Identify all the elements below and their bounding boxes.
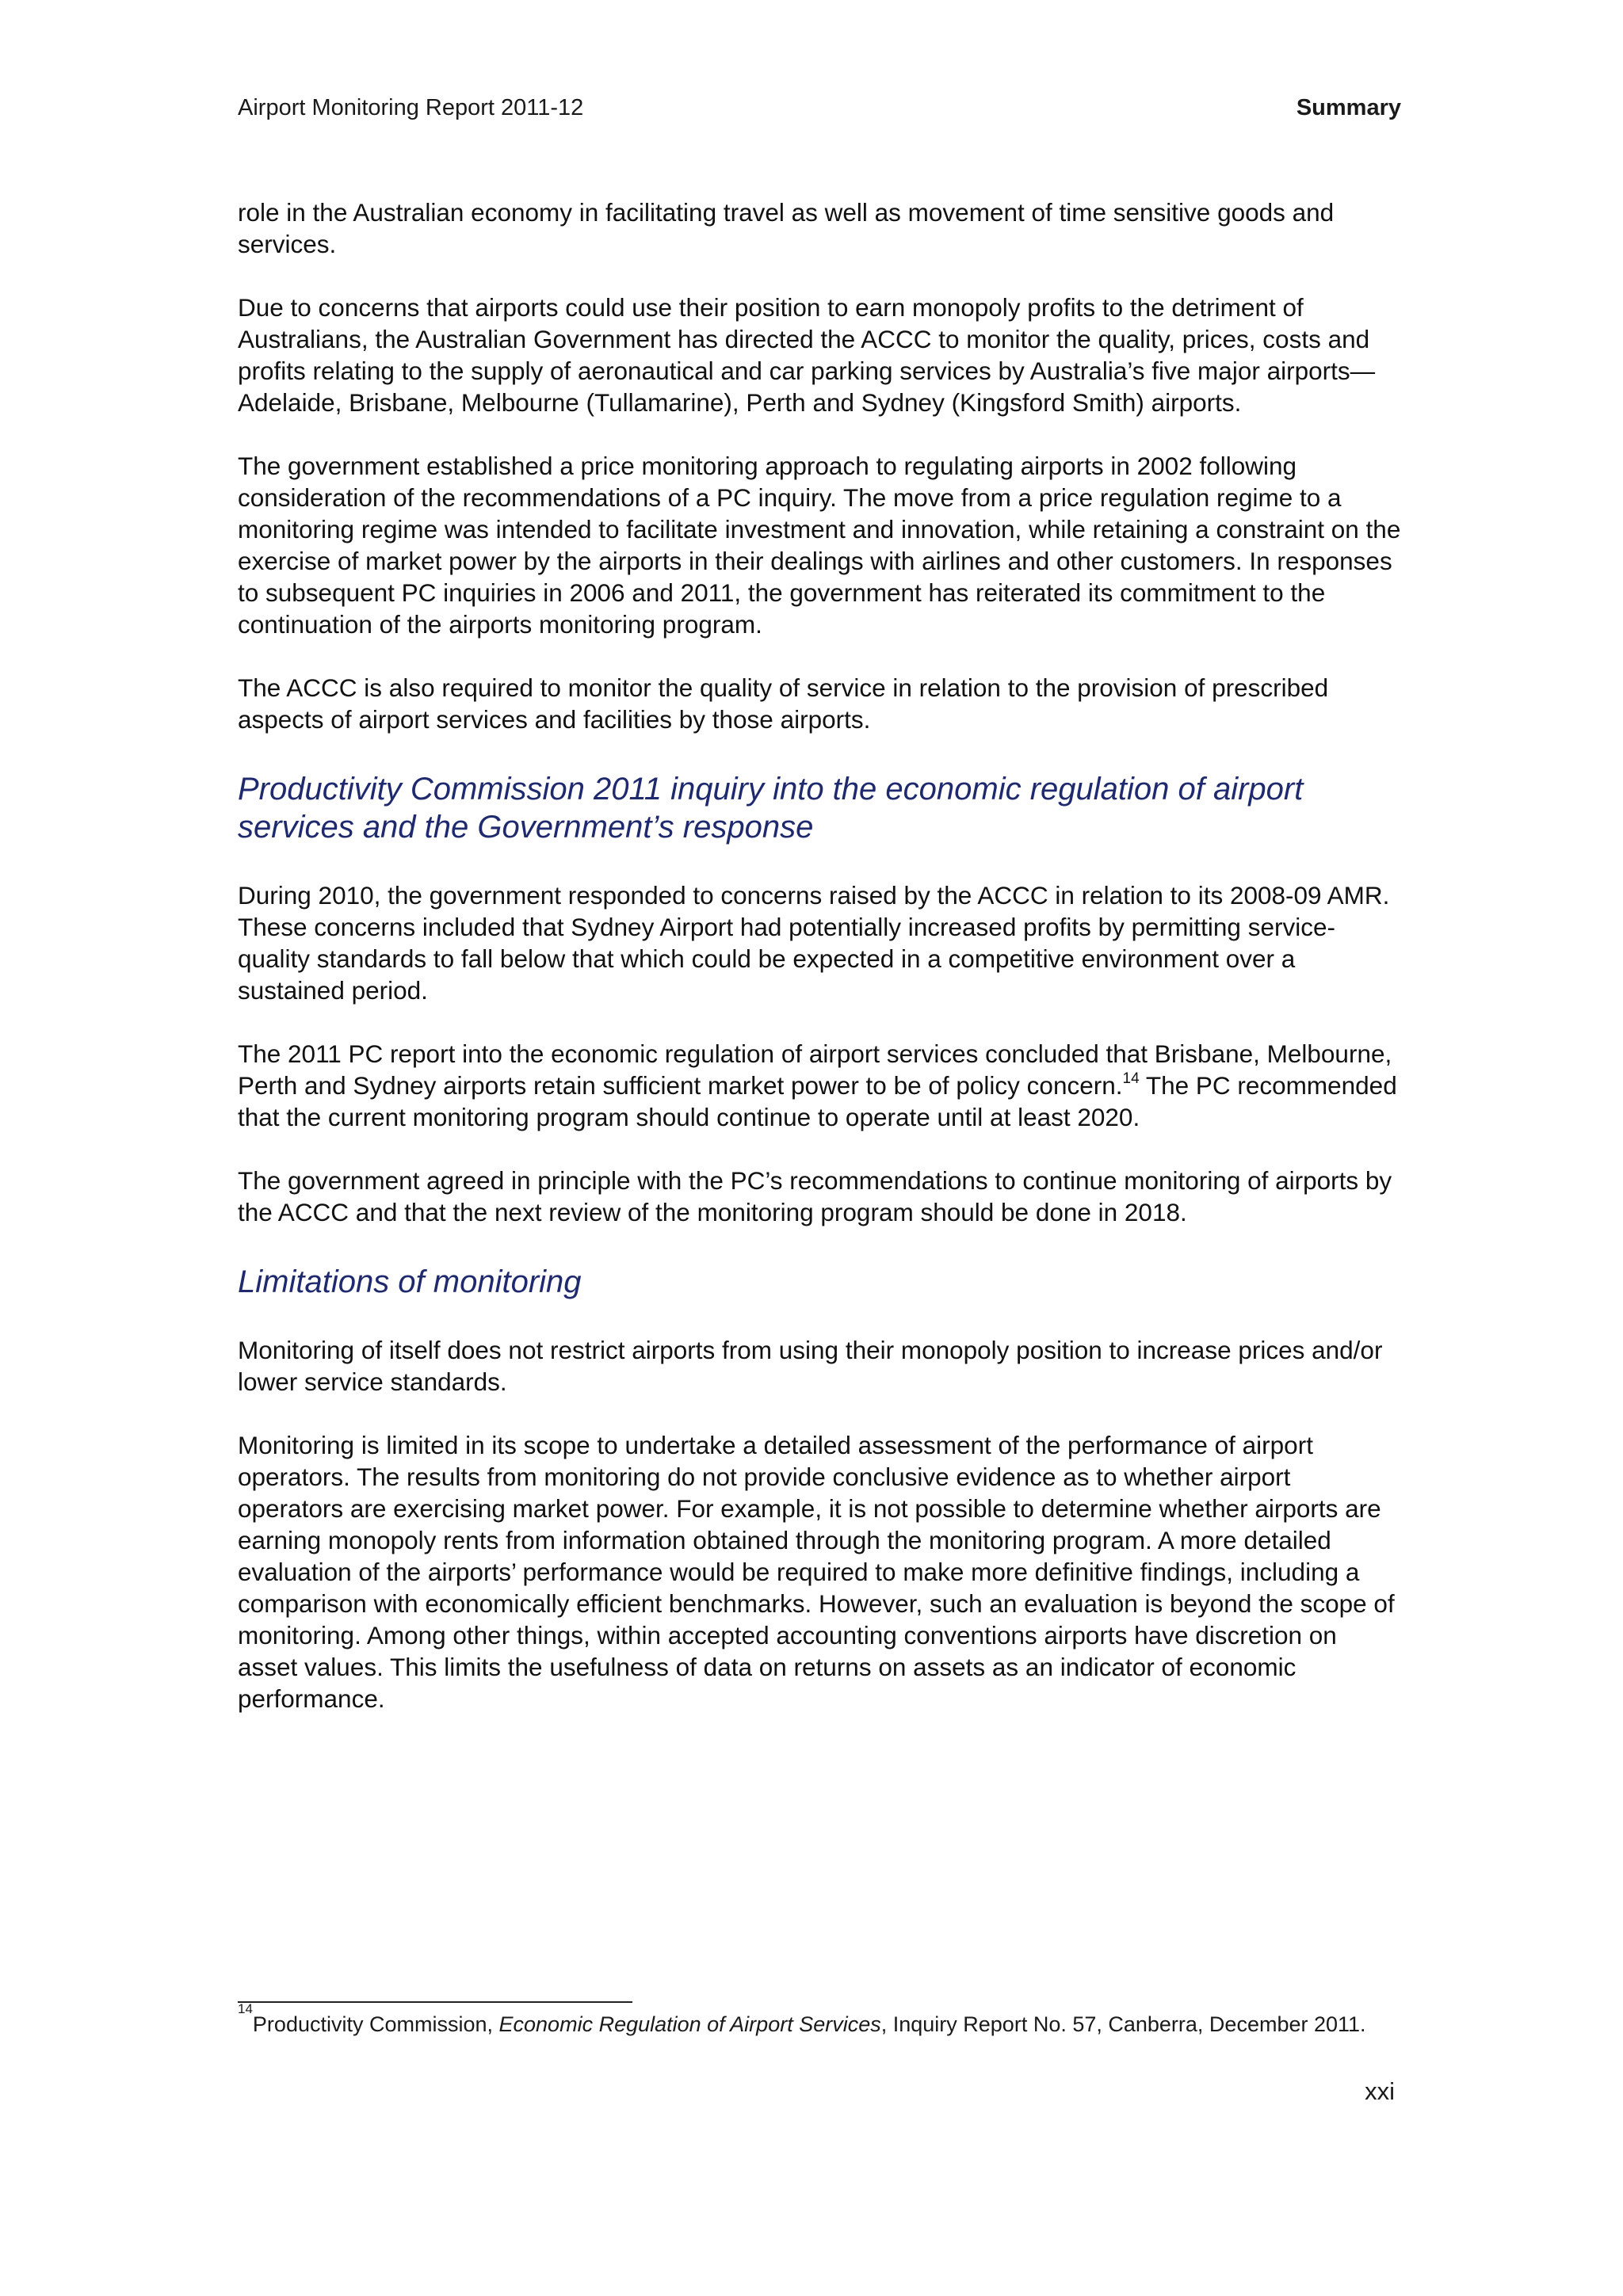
paragraph-pc-3: The government agreed in principle with the PC’s recommendations to continue monitoring of airports by the ACCC and that the next review of the monitoring program should be done in 2018. bbox=[238, 1166, 1392, 1226]
heading-limitations: Limitations of monitoring bbox=[238, 1264, 582, 1299]
footnote-title: Economic Regulation of Airport Services bbox=[498, 2012, 881, 2036]
footnote bbox=[238, 2001, 1403, 2039]
footnote-text-cont: , Inquiry Report No. 57, Canberra, December 2011. bbox=[880, 2012, 1366, 2036]
paragraph-intro-3: The government established a price monitoring approach to regulating airports in 2002 following consideration of the recommendations of a PC inquiry. The move from a price regulation regime to a monitoring regime was intended to facilitate investment and innovation, while retaining a constraint on the exercise of market power by the airports in their dealings with airlines and other customers. In responses to subsequent PC inquiries in 2006 and 2011, the government has reiterated its commitment to the continuation of the airports monitoring program. bbox=[238, 452, 1401, 639]
paragraph-pc-1: During 2010, the government responded to concerns raised by the ACCC in relation to its 2008-09 AMR. These concerns included that Sydney Airport had potentially increased profits by permitting service-quality standards to fall below that which could be expected in a competitive environment over a sustained period. bbox=[238, 881, 1390, 1005]
section-label: Summary bbox=[1296, 95, 1401, 120]
main-text bbox=[238, 196, 1403, 1746]
paragraph-limits-2: Monitoring is limited in its scope to undertake a detailed assessment of the performance of airport operators. The results from monitoring do not provide conclusive evidence as to whether airport operators are exercising market power. For example, it is not possible to determine whether airports are earning monopoly rents from information obtained through the monitoring program. A more detailed evaluation of the airports’ performance would be required to make more definitive findings, including a comparison with economically efficient benchmarks. However, such an evaluation is beyond the scope of monitoring. Among other things, within accepted accounting conventions airports have discretion on asset values. This limits the usefulness of data on returns on assets as an indicator of economic performance. bbox=[238, 1431, 1395, 1713]
footnote-reference[interactable]: 14 bbox=[1122, 1070, 1140, 1087]
report-title: Airport Monitoring Report 2011-12 bbox=[238, 95, 584, 120]
paragraph-intro-4: The ACCC is also required to monitor the quality of service in relation to the provision of prescribed aspects of airport services and facilities by those airports. bbox=[238, 673, 1329, 734]
paragraph-limits-1: Monitoring of itself does not restrict airports from using their monopoly position to increase prices and/or lower service standards. bbox=[238, 1336, 1383, 1396]
page-number: xxi bbox=[1365, 2077, 1395, 2105]
paragraph-intro-1: role in the Australian economy in facilitating travel as well as movement of time sensitive goods and services. bbox=[238, 198, 1335, 258]
heading-pc-inquiry: Productivity Commission 2011 inquiry into the economic regulation of airport services and the Government’s response bbox=[238, 772, 1304, 845]
paragraph-pc-2-text-cont: The PC recommended that the current monitoring program should continue to operate until at least 2020. bbox=[238, 1071, 1397, 1131]
running-header bbox=[238, 95, 1401, 127]
footnote-divider bbox=[238, 2001, 632, 2003]
paragraph-pc-2 bbox=[238, 1038, 1403, 1133]
footnote-number: 14 bbox=[238, 2001, 253, 2016]
paragraph-intro-2: Due to concerns that airports could use their position to earn monopoly profits to the detriment of Australians, the Australian Government has directed the ACCC to monitor the quality, prices, costs and profits relating to the supply of aeronautical and car parking services by Australia’s five major airports—Adelaide, Brisbane, Melbourne (Tullamarine), Perth and Sydney (Kingsford Smith) airports. bbox=[238, 293, 1376, 417]
paragraph-pc-2-text: The 2011 PC report into the economic regulation of airport services concluded that Brisbane, Melbourne, Perth and Sydney airports retain sufficient market power to be of policy concern. bbox=[238, 1039, 1392, 1100]
footnote-text: Productivity Commission, bbox=[252, 2012, 499, 2036]
